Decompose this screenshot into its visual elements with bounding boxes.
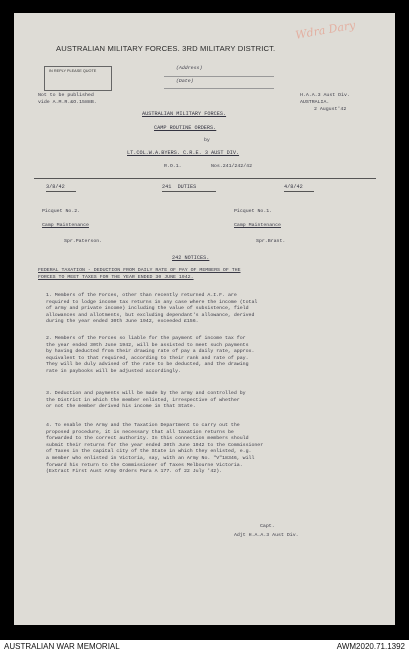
paragraph-line: required to lodge income tax returns in any case where the income (total bbox=[46, 299, 258, 305]
paragraph-line: forwarded to the correct authority. In this connection members should bbox=[46, 436, 249, 442]
duties-left-picquet: Picquet No.2. bbox=[42, 209, 81, 214]
unit-date: 2 August'42 bbox=[314, 107, 347, 112]
signature-rank: Capt. bbox=[260, 524, 275, 529]
paragraph-line: a member who enlisted in Victoria, say, with an Army No. "V"18346, will bbox=[46, 455, 255, 461]
duties-right-picquet: Picquet No.1. bbox=[234, 209, 273, 214]
paragraph-line: the year ended 30th June 1942, will be assisted to meet such payments bbox=[46, 342, 249, 348]
federal-heading-2: FORCES TO MEET TAXES FOR THE YEAR ENDED 30 JUNE 1942. bbox=[38, 275, 194, 280]
paragraph-line: (Extract First Aust Army Orders Para A 177. of 22 July '42). bbox=[46, 469, 223, 475]
paragraph-line: 1. Members of the Forces, other than recently returned A.I.F. are bbox=[46, 293, 237, 298]
title-line-3: LT.COL.W.A.BYERS. C.R.E. 3 AUST DIV. bbox=[127, 150, 240, 156]
paragraph-line: or not the member derived his income in that State. bbox=[46, 404, 196, 410]
date-line bbox=[164, 88, 274, 89]
duties-left-name: Spr.Paterson. bbox=[64, 239, 103, 244]
paragraph-line: during the year ended 30th June 1942, exceeded £156. bbox=[46, 319, 199, 325]
top-rule bbox=[34, 178, 376, 179]
paragraph-line: allowances and allotments, but excluding dependant's allowance, derived bbox=[46, 312, 255, 318]
paragraph-3 bbox=[46, 391, 382, 411]
duties-right-name: Spr.Brant. bbox=[256, 239, 286, 244]
signature-title: Adjt H.A.A.3 Aust Div. bbox=[234, 533, 299, 538]
duties-right-date-rule bbox=[284, 191, 314, 192]
title-line-1: AUSTRALIAN MILITARY FORCES. bbox=[142, 111, 227, 117]
address-line bbox=[164, 76, 274, 77]
title-line-4: R.O.1. Nos.241/242/42 bbox=[164, 164, 253, 169]
federal-heading-1: FEDERAL TAXATION - DEDUCTION FROM DAILY RATE OF PAY OF MEMBERS OF THE bbox=[38, 268, 241, 273]
paragraph-line: rate in paybooks will be adjusted accordingly. bbox=[46, 368, 182, 374]
duties-left-date-rule bbox=[46, 191, 76, 192]
handwritten-stamp: Wdra Dary bbox=[294, 18, 357, 42]
not-published-line-1: Not to be published bbox=[38, 93, 94, 98]
duties-right-date: 4/8/42 bbox=[284, 184, 303, 190]
paragraph-line: equivalent to that required, according to their rank and rate of pay. bbox=[46, 355, 249, 361]
duties-left-date: 3/8/42 bbox=[46, 184, 65, 190]
paragraph-line: 2. Members of the Forces so liable for the payment of income tax for bbox=[46, 336, 246, 341]
reply-box-label: IN REPLY PLEASE QUOTE bbox=[49, 69, 97, 73]
paragraph-line: 4. To enable the Army and the Taxation Department to carry out the bbox=[46, 423, 240, 428]
title-by: by bbox=[204, 138, 210, 143]
address-label: (Address) bbox=[176, 66, 203, 71]
unit-line-2: AUSTRALIA. bbox=[300, 100, 330, 105]
duties-left-camp: Camp Maintenance bbox=[42, 223, 89, 228]
footer-accession-number: AWM2020.71.1392 bbox=[336, 642, 405, 651]
reply-box bbox=[44, 66, 112, 91]
paragraph-line: They will be duly advised of the rate to be deducted, and the drawing bbox=[46, 362, 249, 368]
unit-line-1: H.A.A.3 Aust Div. bbox=[300, 93, 350, 98]
paragraph-line: the District in which the member enlisted, irrespective of whether bbox=[46, 397, 240, 403]
footer-credit: AUSTRALIAN WAR MEMORIAL bbox=[4, 642, 120, 651]
duties-heading-rule bbox=[162, 191, 216, 192]
paragraph-4 bbox=[46, 423, 382, 476]
document-header: AUSTRALIAN MILITARY FORCES. 3RD MILITARY DISTRICT. bbox=[56, 44, 276, 53]
not-published-line-2: vide A.M.R.&O.1588B. bbox=[38, 100, 97, 105]
paragraph-line: of army and private income) including the value of subsistence, field bbox=[46, 306, 249, 312]
document-page bbox=[14, 13, 395, 625]
duties-right-camp: Camp Maintenance bbox=[234, 223, 281, 228]
title-line-2: CAMP ROUTINE ORDERS. bbox=[154, 125, 217, 131]
paragraph-line: of Taxes in the capital city of the State in which they enlisted, e.g. bbox=[46, 449, 252, 455]
paragraph-line: proposed procedure, it is necessary that all taxation returns be bbox=[46, 429, 234, 435]
paragraph-line: 3. Deduction and payments will be made by the army and controlled by bbox=[46, 391, 246, 396]
paragraph-line: by having deducted from their drawing rate of pay a daily rate, approx. bbox=[46, 349, 255, 355]
notices-heading: 242 NOTICES. bbox=[172, 255, 210, 261]
paragraph-line: forward his return to the Commissioner of Taxes Melbourne Victoria. bbox=[46, 462, 243, 468]
duties-heading: 241 DUTIES bbox=[162, 184, 197, 190]
footer-bar bbox=[0, 640, 409, 653]
paragraph-1 bbox=[46, 293, 382, 326]
date-label: (Date) bbox=[176, 79, 194, 84]
paragraph-line: submit their returns for the year ended 30th June 1942 to the Commissioner bbox=[46, 442, 264, 448]
paragraph-2 bbox=[46, 336, 382, 376]
